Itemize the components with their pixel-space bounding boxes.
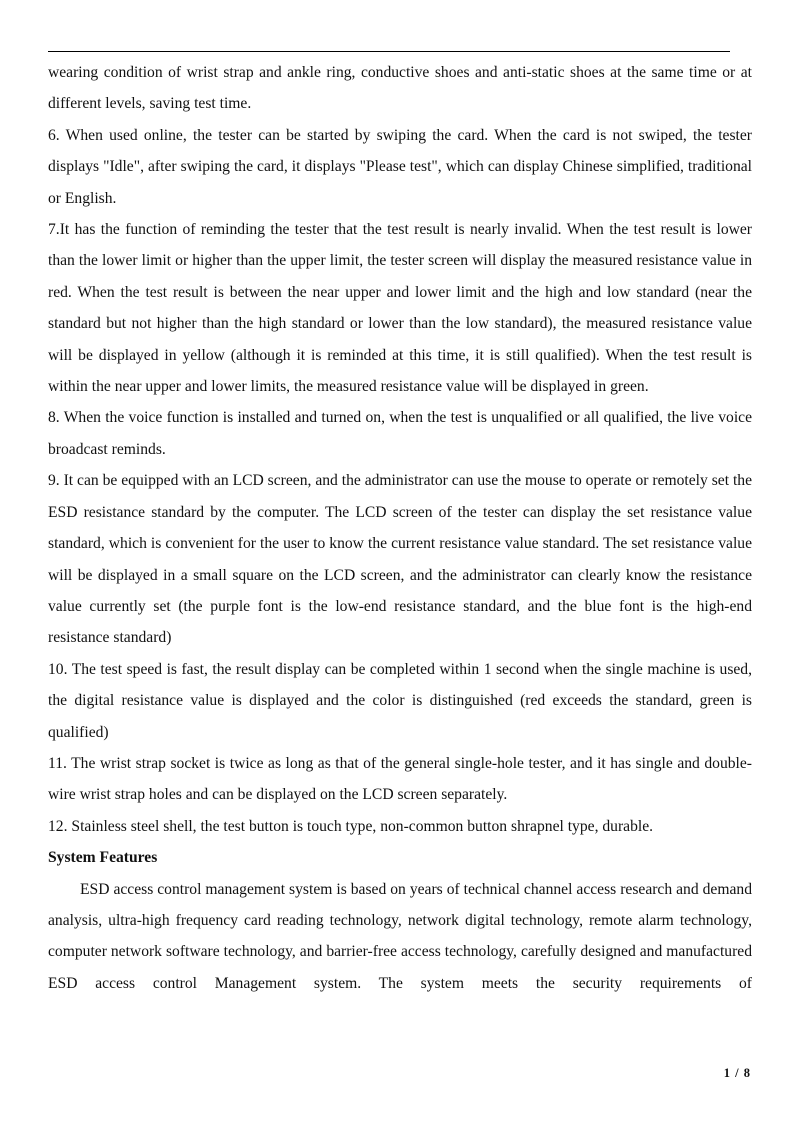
page-number: 1 / 8 xyxy=(723,1066,751,1080)
paragraph-item-6: 6. When used online, the tester can be started by swiping the card. When the card is not swiped, the tester displays "Idle", after swiping the card, it displays "Please test", which can display Chinese simplified, traditional or English. xyxy=(48,126,752,207)
paragraph-item-9: 9. It can be equipped with an LCD screen, and the administrator can use the mouse to operate or remotely set the ESD resistance standard by the computer. The LCD screen of the tester can display the set resistance value standard, which is convenient for the user to know the current resistance value standard. The set resistance value will be displayed in a small square on the LCD screen, and the administrator can clearly know the resistance value currently set (the purple font is the low-end resistance standard, and the blue font is the high-end resistance standard) xyxy=(48,472,752,647)
paragraph-item-12: 12. Stainless steel shell, the test button is touch type, non-common button shrapnel type, durable. xyxy=(48,817,654,835)
document-body xyxy=(48,57,752,999)
paragraph-continuation: wearing condition of wrist strap and ankle ring, conductive shoes and anti-static shoes at the same time or at different levels, saving test time. xyxy=(48,64,752,113)
paragraph-system-features: ESD access control management system is based on years of technical channel access research and demand analysis, ultra-high frequency card reading technology, network digital technology, remote alarm technology, computer network software technology, and barrier-free access technology, carefully designed and manufactured ESD access control Management system. The system meets the security requirements of xyxy=(48,880,752,992)
paragraph-item-10: 10. The test speed is fast, the result display can be completed within 1 second when the single machine is used, the digital resistance value is displayed and the color is distinguished (red exceeds the standard, green is qualified) xyxy=(48,660,752,741)
section-heading: System Features xyxy=(48,849,158,867)
header-rule xyxy=(48,51,730,52)
paragraph-item-8: 8. When the voice function is installed and turned on, when the test is unqualified or all qualified, the live voice broadcast reminds. xyxy=(48,409,752,458)
paragraph-item-7: 7.It has the function of reminding the tester that the test result is nearly invalid. When the test result is lower than the lower limit or higher than the upper limit, the tester screen will display the measured resistance value in red. When the test result is between the near upper and lower limit and the high and low standard (near the standard but not higher than the high standard or lower than the low standard), the measured resistance value will be displayed in yellow (although it is reminded at this time, it is still qualified). When the test result is within the near upper and lower limits, the measured resistance value will be displayed in green. xyxy=(48,221,752,396)
paragraph-item-11: 11. The wrist strap socket is twice as long as that of the general single-hole tester, and it has single and double-wire wrist strap holes and can be displayed on the LCD screen separately. xyxy=(48,754,752,804)
